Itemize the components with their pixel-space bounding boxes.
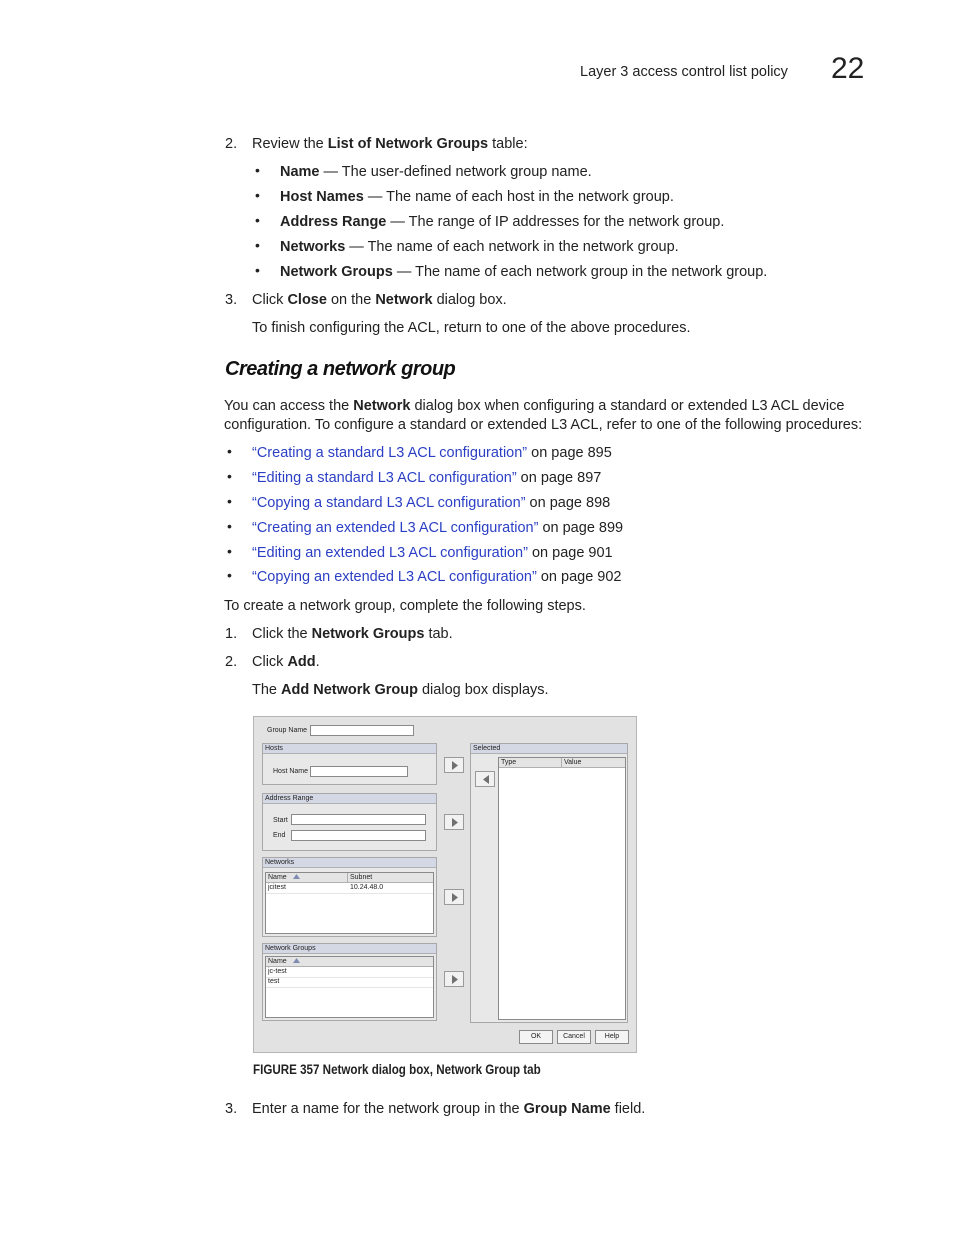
networks-col-subnet[interactable]: Subnet <box>348 873 433 883</box>
networks-panel-title: Networks <box>263 858 436 868</box>
hosts-panel-title: Hosts <box>263 744 436 754</box>
help-button[interactable]: Help <box>595 1030 629 1044</box>
ok-button[interactable]: OK <box>519 1030 553 1044</box>
list-item: Host Names — The name of each host in the network group. <box>280 189 674 205</box>
start-input[interactable] <box>291 814 426 825</box>
list-item: “Copying an extended L3 ACL configuration” on page 902 <box>252 569 622 585</box>
selected-panel <box>470 743 628 1023</box>
bullet-dot: • <box>227 443 232 459</box>
network-group-row[interactable]: jc-test <box>268 968 287 975</box>
address-range-panel-title: Address Range <box>263 794 436 804</box>
remove-selected-button[interactable] <box>475 771 495 787</box>
network-row-name[interactable]: jcitest <box>268 884 286 891</box>
add-address-range-button[interactable] <box>444 814 464 830</box>
step-3b-text: Enter a name for the network group in the Group Name field. <box>252 1101 646 1117</box>
end-label: End <box>273 832 286 839</box>
list-item: Address Range — The range of IP addresses for the network group. <box>280 214 725 230</box>
arrow-right-icon <box>451 893 459 902</box>
group-name-input[interactable] <box>310 725 414 736</box>
arrow-left-icon <box>482 775 490 784</box>
figure-caption: FIGURE 357 Network dialog box, Network Group tab <box>253 1062 541 1077</box>
bullet-dot: • <box>227 493 232 509</box>
list-item: “Editing an extended L3 ACL configuration” on page 901 <box>252 545 613 561</box>
selected-table <box>498 757 626 1020</box>
list-item: “Creating a standard L3 ACL configuration” on page 895 <box>252 445 612 461</box>
steps-intro: To create a network group, complete the following steps. <box>224 598 586 614</box>
bullet-dot: • <box>227 518 232 534</box>
arrow-right-icon <box>451 818 459 827</box>
running-header-title: Layer 3 access control list policy <box>580 64 788 80</box>
bullet-dot: • <box>255 212 260 228</box>
arrow-right-icon <box>451 975 459 984</box>
section-heading: Creating a network group <box>225 358 456 380</box>
network-groups-table <box>265 956 434 1018</box>
network-dialog <box>253 716 637 1053</box>
list-item: “Editing a standard L3 ACL configuration” on page 897 <box>252 470 602 486</box>
selected-panel-title: Selected <box>471 744 627 754</box>
network-groups-panel-title: Network Groups <box>263 944 436 954</box>
list-item: “Copying a standard L3 ACL configuration” on page 898 <box>252 495 611 511</box>
arrow-right-icon <box>451 761 459 770</box>
step-3-note: To finish configuring the ACL, return to one of the above procedures. <box>252 320 691 336</box>
step-2-text: Review the List of Network Groups table: <box>252 136 528 152</box>
step-3b-number: 3. <box>225 1101 238 1117</box>
sort-ascending-icon <box>293 958 300 963</box>
list-item: Name — The user-defined network group name. <box>280 164 592 180</box>
link-creating-standard[interactable]: “Creating a standard L3 ACL configuration” <box>252 445 528 461</box>
chapter-number: 22 <box>831 52 865 85</box>
group-name-label: Group Name <box>267 727 308 734</box>
network-group-row[interactable]: test <box>268 978 280 985</box>
table-row-divider <box>266 987 433 988</box>
bullet-dot: • <box>255 262 260 278</box>
bullet-dot: • <box>227 468 232 484</box>
add-host-button[interactable] <box>444 757 464 773</box>
network-row-subnet[interactable]: 10.24.48.0 <box>350 884 384 891</box>
host-name-input[interactable] <box>310 766 408 777</box>
networks-panel <box>262 857 437 937</box>
list-item: Networks — The name of each network in the network group. <box>280 239 679 255</box>
table-row-divider <box>266 893 433 894</box>
link-editing-extended[interactable]: “Editing an extended L3 ACL configuration” <box>252 545 528 561</box>
step-2b-note: The Add Network Group dialog box displays. <box>252 682 549 698</box>
list-item: “Creating an extended L3 ACL configuration” on page 899 <box>252 520 624 536</box>
cancel-button[interactable]: Cancel <box>557 1030 591 1044</box>
step-2b-number: 2. <box>225 654 238 670</box>
bullet-dot: • <box>255 237 260 253</box>
bullet-dot: • <box>255 187 260 203</box>
add-network-group-button[interactable] <box>444 971 464 987</box>
bullet-dot: • <box>255 162 260 178</box>
link-copying-extended[interactable]: “Copying an extended L3 ACL configuration” <box>252 569 537 585</box>
sort-ascending-icon <box>293 874 300 879</box>
selected-col-value[interactable]: Value <box>562 758 625 768</box>
list-item: Network Groups — The name of each network group in the network group. <box>280 264 768 280</box>
network-groups-col-name[interactable]: Name <box>266 957 433 967</box>
host-name-label: Host Name <box>273 768 309 775</box>
add-network-button[interactable] <box>444 889 464 905</box>
bullet-dot: • <box>227 567 232 583</box>
address-range-panel <box>262 793 437 851</box>
hosts-panel <box>262 743 437 785</box>
networks-table <box>265 872 434 934</box>
end-input[interactable] <box>291 830 426 841</box>
intro-paragraph-line-2: configuration. To configure a standard or extended L3 ACL, refer to one of the following procedures: <box>224 417 863 433</box>
step-2-number: 2. <box>225 136 238 152</box>
step-1-text: Click the Network Groups tab. <box>252 626 453 642</box>
intro-paragraph-line-1: You can access the Network dialog box when configuring a standard or extended L3 ACL device <box>224 398 845 414</box>
link-copying-standard[interactable]: “Copying a standard L3 ACL configuration” <box>252 495 526 511</box>
step-2b-text: Click Add. <box>252 654 320 670</box>
start-label: Start <box>273 817 288 824</box>
link-editing-standard[interactable]: “Editing a standard L3 ACL configuration” <box>252 470 517 486</box>
step-1-number: 1. <box>225 626 238 642</box>
step-3-text: Click Close on the Network dialog box. <box>252 292 507 308</box>
link-creating-extended[interactable]: “Creating an extended L3 ACL configuration” <box>252 520 539 536</box>
network-groups-panel <box>262 943 437 1021</box>
table-row-divider <box>266 977 433 978</box>
step-3-number: 3. <box>225 292 238 308</box>
bullet-dot: • <box>227 543 232 559</box>
selected-col-type[interactable]: Type <box>499 758 562 768</box>
networks-col-name[interactable]: Name <box>266 873 348 883</box>
